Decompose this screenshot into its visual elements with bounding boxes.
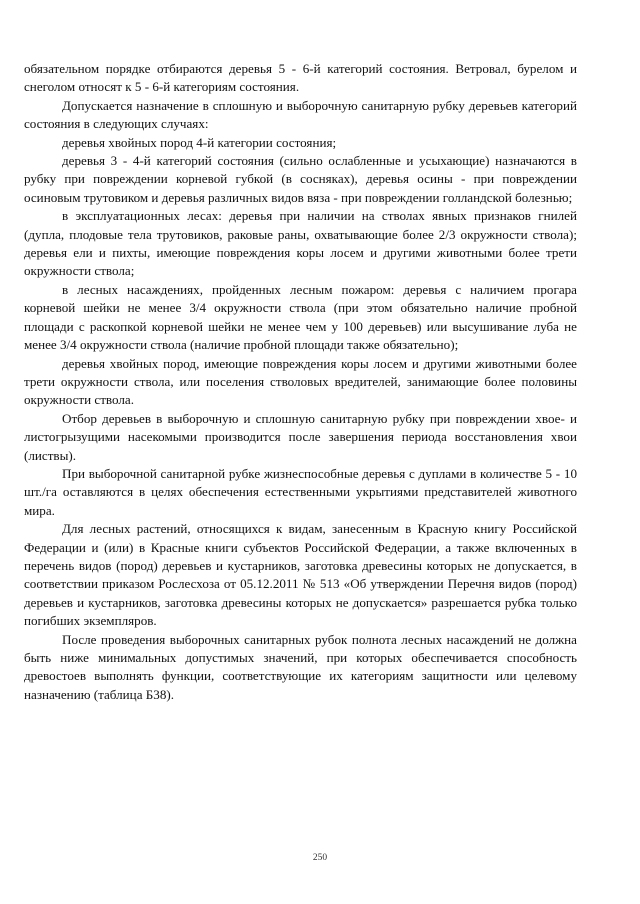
page-number: 250 xyxy=(312,853,328,863)
paragraph-8: Отбор деревьев в выборочную и сплошную санитарную рубку при повреждении хвое- и листогрызущими насекомыми производится после завершения периода восстановления хвои (листвы). xyxy=(24,410,577,463)
paragraph-6: в лесных насаждениях, пройденных лесным пожаром: деревья с наличием прогара корневой шейки не менее 3/4 окружности ствола (при этом обязательно наличие пробной площади с раскопкой корневой шейки не менее чем у 100 деревьев) или высушивание луба не менее 3/4 окружности ствола (наличие пробной площади также обязательно); xyxy=(24,281,577,353)
paragraph-10: Для лесных растений, относящихся к видам, занесенным в Красную книгу Российской Федерации и (или) в Красные книги субъектов Российской Федерации, а также включенных в перечень видов (пород) деревьев и кустарников, заготовка древесины которых не допускается, в соответствии приказом Рослесхоза от 05.12.2011 № 513 «Об утверждении Перечня видов (пород) деревьев и кустарников, заготовка древесины которых не допускается» разрешается рубка только погибших экземпляров. xyxy=(24,521,577,629)
paragraph-7: деревья хвойных пород, имеющие повреждения коры лосем и другими животными более трети окружности ствола, или поселения стволовых вредителей, занимающие более половины окружности ствола. xyxy=(24,355,577,408)
paragraph-9: При выборочной санитарной рубке жизнеспособные деревья с дуплами в количестве 5 - 10 шт./га оставляются в целях обеспечения естественными укрытиями представителей животного мира. xyxy=(24,465,577,518)
paragraph-1: обязательном порядке отбираются деревья 5 - 6-й категорий состояния. Ветровал, бурелом и снеголом относят к 5 - 6-й категориям состояния. xyxy=(24,61,577,95)
paragraph-3: деревья хвойных пород 4-й категории состояния; xyxy=(62,134,337,150)
body-text xyxy=(24,60,577,704)
paragraph-2: Допускается назначение в сплошную и выборочную санитарную рубку деревьев категорий состояния в следующих случаях: xyxy=(24,97,577,132)
paragraph-4: деревья 3 - 4-й категорий состояния (сильно ослабленные и усыхающие) назначаются в рубку при повреждении корневой губкой (в сосняках), деревья осины - при повреждении осиновым трутовиком и деревья различных видов вяза - при повреждении голландской болезнью; xyxy=(24,153,577,205)
paragraph-11: После проведения выборочных санитарных рубок полнота лесных насаждений не должна быть ниже минимальных допустимых значений, при которых обеспечивается способность древостоев выполнять функции, соответствующие их категориям защитности или целевому назначению (таблица Б38). xyxy=(24,631,577,702)
paragraph-5: в эксплуатационных лесах: деревья при наличии на стволах явных признаков гнилей (дупла, плодовые тела трутовиков, раковые раны, охватывающие более 2/3 окружности ствола); деревья ели и пихты, имеющие повреждения коры лосем и другими животными более трети окружности ствола; xyxy=(24,208,577,279)
